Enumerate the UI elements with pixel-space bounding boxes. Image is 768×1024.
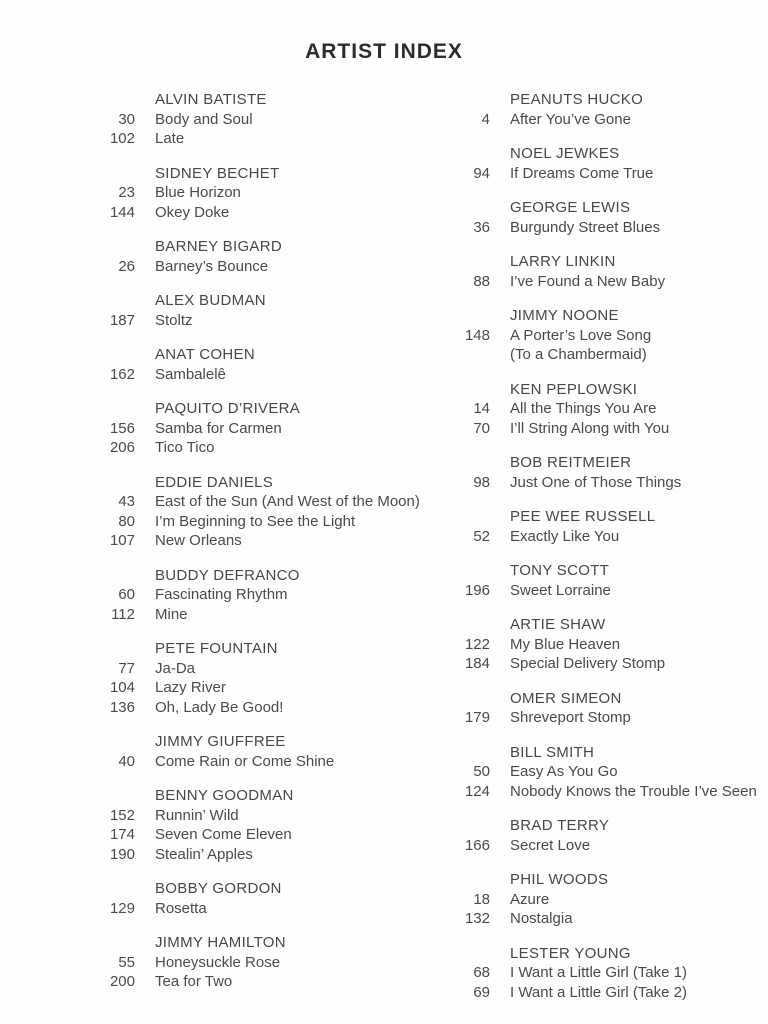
artist-name: BILL SMITH (510, 743, 595, 761)
song-entry (80, 899, 425, 919)
song-title: Secret Love (510, 836, 591, 854)
song-entry (80, 953, 425, 973)
song-title: Fascinating Rhythm (155, 586, 288, 603)
song-entry (80, 512, 425, 532)
song-title: Honeysuckle Rose (155, 953, 281, 971)
song-page-number: 102 (109, 130, 135, 147)
artist-group (435, 870, 765, 929)
song-title: Just One of Those Things (510, 473, 682, 491)
song-title: Stoltz (155, 311, 193, 329)
song-page-number: 179 (464, 709, 490, 726)
song-entry (80, 698, 425, 718)
artist-header-row (80, 345, 425, 365)
artist-name: EDDIE DANIELS (155, 473, 274, 491)
song-title: I’m Beginning to See the Light (155, 512, 356, 530)
song-entry (80, 659, 425, 679)
song-page-number: 40 (118, 752, 135, 770)
artist-group (80, 473, 425, 551)
artist-header-row (80, 237, 425, 257)
artist-name: PETE FOUNTAIN (155, 640, 278, 657)
song-entry (435, 762, 765, 782)
artist-group (435, 615, 765, 674)
song-page-number: 132 (464, 910, 490, 927)
artist-name: SIDNEY BECHET (155, 164, 280, 182)
song-page-number: 152 (109, 806, 135, 824)
song-page-number: 80 (118, 512, 135, 530)
song-entry (435, 890, 765, 910)
song-entry (80, 752, 425, 772)
song-page-number: 68 (473, 964, 490, 981)
song-title: Late (155, 130, 185, 147)
song-entry (435, 581, 765, 601)
artist-name: LARRY LINKIN (510, 253, 616, 270)
artist-header-spacer (435, 944, 490, 964)
song-title: New Orleans (155, 532, 242, 549)
artist-header-spacer (80, 164, 135, 184)
song-entry (435, 527, 765, 547)
song-page-number: 200 (109, 973, 135, 990)
artist-group (435, 380, 765, 439)
index-columns (0, 90, 768, 1017)
artist-header-row (435, 507, 765, 527)
artist-name: TONY SCOTT (510, 562, 610, 579)
artist-header-spacer (435, 144, 490, 164)
artist-group (80, 90, 425, 149)
artist-header-row (435, 90, 765, 110)
song-page-number: 43 (118, 493, 135, 510)
song-entry (80, 183, 425, 203)
artist-header-row (435, 144, 765, 164)
song-page-number: 88 (473, 272, 490, 290)
song-entry (435, 110, 765, 130)
artist-name: BOBBY GORDON (155, 880, 282, 897)
artist-group (80, 291, 425, 330)
song-title: Tico Tico (155, 439, 215, 456)
artist-header-spacer (435, 870, 490, 890)
artist-header-spacer (80, 345, 135, 365)
song-page-number: 50 (473, 763, 490, 780)
artist-group (435, 198, 765, 237)
song-title: My Blue Heaven (510, 635, 621, 653)
artist-header-row (80, 164, 425, 184)
artist-header-spacer (435, 198, 490, 218)
song-entry (435, 782, 765, 802)
artist-name: BOB REITMEIER (510, 454, 632, 471)
artist-group (80, 933, 425, 992)
artist-header-row (435, 252, 765, 272)
song-title: Come Rain or Come Shine (155, 752, 335, 770)
song-page-number: 156 (109, 419, 135, 437)
song-title: Runnin’ Wild (155, 806, 239, 824)
song-title: Mine (155, 605, 188, 623)
song-title: Rosetta (155, 899, 207, 917)
artist-header-spacer (80, 237, 135, 257)
song-entry (80, 257, 425, 277)
artist-name: ANAT COHEN (155, 346, 255, 363)
artist-header-spacer (435, 306, 490, 326)
artist-name: JIMMY HAMILTON (155, 934, 286, 951)
artist-header-spacer (80, 399, 135, 419)
song-page-number: 55 (118, 953, 135, 971)
song-entry (435, 836, 765, 856)
song-entry (80, 825, 425, 845)
artist-name: ALVIN BATISTE (155, 91, 267, 108)
artist-group (435, 90, 765, 129)
song-page-number (435, 345, 490, 365)
song-page-number: 60 (118, 586, 135, 603)
song-title: Lazy River (155, 679, 226, 696)
artist-name: ARTIE SHAW (510, 616, 606, 633)
song-page-number: 206 (109, 439, 135, 456)
song-entry (80, 492, 425, 512)
song-title: Shreveport Stomp (510, 709, 631, 726)
artist-group (435, 306, 765, 365)
artist-name: BARNEY BIGARD (155, 238, 282, 255)
song-page-number: 162 (109, 365, 135, 383)
song-entry (435, 218, 765, 238)
song-title: Seven Come Eleven (155, 826, 292, 843)
artist-header-row (80, 639, 425, 659)
song-page-number: 107 (109, 532, 135, 549)
artist-header-spacer (435, 816, 490, 836)
song-page-number: 196 (464, 581, 490, 599)
artist-name: NOEL JEWKES (510, 145, 620, 162)
song-entry (435, 399, 765, 419)
song-page-number: 18 (473, 890, 490, 908)
song-page-number: 174 (109, 826, 135, 843)
song-entry (435, 708, 765, 728)
song-entry (80, 806, 425, 826)
artist-header-spacer (435, 507, 490, 527)
song-title: Tea for Two (155, 973, 233, 990)
song-entry (435, 345, 765, 365)
artist-name: KEN PEPLOWSKI (510, 380, 638, 398)
song-title: Oh, Lady Be Good! (155, 698, 284, 716)
artist-header-spacer (435, 743, 490, 763)
artist-header-spacer (435, 689, 490, 709)
artist-group (435, 743, 765, 802)
song-page-number: 23 (118, 184, 135, 201)
song-page-number: 129 (109, 899, 135, 917)
song-title: I’ve Found a New Baby (510, 272, 666, 290)
song-page-number: 112 (111, 605, 135, 623)
song-page-number: 190 (109, 845, 135, 863)
song-title: Nobody Knows the Trouble I’ve Seen (510, 782, 757, 800)
artist-group (435, 252, 765, 291)
song-title: Easy As You Go (510, 763, 618, 780)
artist-header-row (435, 198, 765, 218)
song-entry (80, 678, 425, 698)
song-entry (80, 129, 425, 149)
artist-group (435, 144, 765, 183)
song-page-number: 14 (473, 400, 490, 417)
song-title: Nostalgia (510, 910, 573, 927)
artist-header-row (435, 944, 765, 964)
song-entry (80, 845, 425, 865)
artist-header-row (435, 816, 765, 836)
song-entry (80, 605, 425, 625)
song-title: Samba for Carmen (155, 419, 282, 437)
artist-header-row (80, 399, 425, 419)
artist-header-spacer (435, 90, 490, 110)
song-title: All the Things You Are (510, 400, 657, 417)
artist-header-row (80, 933, 425, 953)
song-entry (80, 531, 425, 551)
artist-group (435, 689, 765, 728)
artist-group (435, 816, 765, 855)
artist-header-row (80, 786, 425, 806)
song-page-number: 4 (481, 110, 490, 128)
song-title: A Porter’s Love Song (510, 326, 652, 344)
song-entry (435, 983, 765, 1003)
song-page-number: 77 (118, 659, 135, 677)
artist-group (80, 399, 425, 458)
song-page-number: 187 (109, 311, 135, 329)
artist-name: PEANUTS HUCKO (510, 91, 644, 108)
song-entry (435, 635, 765, 655)
artist-header-spacer (80, 879, 135, 899)
artist-group (80, 786, 425, 864)
song-entry (435, 963, 765, 983)
artist-name: PAQUITO D’RIVERA (155, 400, 301, 417)
song-entry (435, 164, 765, 184)
song-entry (80, 972, 425, 992)
index-column-right (435, 90, 765, 1017)
artist-group (435, 944, 765, 1003)
artist-header-spacer (80, 90, 135, 110)
artist-group (80, 345, 425, 384)
artist-header-spacer (435, 615, 490, 635)
artist-header-row (80, 879, 425, 899)
artist-header-spacer (80, 732, 135, 752)
song-title: Blue Horizon (155, 184, 241, 201)
song-entry (80, 110, 425, 130)
song-page-number: 26 (118, 257, 135, 275)
artist-group (80, 164, 425, 223)
artist-name: JIMMY NOONE (510, 307, 619, 324)
artist-group (80, 566, 425, 625)
song-entry (80, 585, 425, 605)
song-page-number: 94 (473, 164, 490, 182)
artist-header-row (435, 870, 765, 890)
song-title: Body and Soul (155, 110, 253, 128)
song-title: Okey Doke (155, 203, 230, 221)
index-column-left (80, 90, 425, 1017)
song-title: I Want a Little Girl (Take 1) (510, 964, 687, 981)
artist-header-spacer (80, 291, 135, 311)
artist-group (435, 507, 765, 546)
page-title: ARTIST INDEX (305, 40, 463, 63)
song-page-number: 30 (118, 110, 135, 128)
artist-name: PEE WEE RUSSELL (510, 508, 656, 525)
artist-group (80, 237, 425, 276)
song-page-number: 144 (109, 203, 135, 221)
song-page-number: 122 (464, 635, 490, 653)
song-entry (80, 438, 425, 458)
song-page-number: 104 (109, 679, 135, 696)
artist-name: ALEX BUDMAN (155, 292, 266, 309)
artist-header-spacer (435, 453, 490, 473)
artist-name: BRAD TERRY (510, 817, 610, 834)
song-title: I’ll String Along with You (510, 419, 670, 437)
song-page-number: 70 (473, 419, 490, 437)
artist-name: GEORGE LEWIS (510, 199, 631, 216)
song-page-number: 69 (473, 983, 490, 1001)
song-page-number: 36 (473, 218, 490, 236)
song-entry (435, 909, 765, 929)
song-page-number: 148 (464, 326, 490, 344)
song-entry (435, 473, 765, 493)
artist-name: LESTER YOUNG (510, 944, 631, 962)
song-title: East of the Sun (And West of the Moon) (155, 493, 420, 510)
song-title: I Want a Little Girl (Take 2) (510, 983, 687, 1001)
artist-name: PHIL WOODS (510, 871, 609, 888)
song-title: After You’ve Gone (510, 110, 631, 128)
artist-group (80, 879, 425, 918)
song-title: Ja-Da (155, 659, 196, 677)
artist-header-spacer (80, 933, 135, 953)
artist-header-row (80, 90, 425, 110)
song-title: Sweet Lorraine (510, 581, 611, 599)
artist-header-spacer (435, 561, 490, 581)
song-page-number: 136 (109, 698, 135, 716)
song-entry (80, 419, 425, 439)
song-title: If Dreams Come True (510, 164, 654, 182)
song-entry (435, 272, 765, 292)
song-title: Burgundy Street Blues (510, 218, 661, 236)
artist-header-row (435, 306, 765, 326)
song-entry (435, 654, 765, 674)
artist-name: BUDDY DEFRANCO (155, 566, 300, 584)
artist-header-spacer (80, 566, 135, 586)
artist-name: JIMMY GIUFFREE (155, 733, 286, 750)
artist-header-row (80, 291, 425, 311)
artist-header-row (435, 743, 765, 763)
artist-group (435, 453, 765, 492)
song-entry (80, 311, 425, 331)
song-page-number: 166 (464, 836, 490, 854)
artist-header-spacer (80, 786, 135, 806)
song-title: Barney’s Bounce (155, 257, 269, 275)
artist-group (80, 639, 425, 717)
song-page-number: 184 (464, 655, 490, 672)
song-entry (80, 365, 425, 385)
song-title: Exactly Like You (510, 527, 620, 545)
artist-header-row (435, 380, 765, 400)
song-page-number: 98 (473, 473, 490, 491)
artist-header-row (435, 453, 765, 473)
artist-header-spacer (80, 473, 135, 493)
artist-header-spacer (435, 380, 490, 400)
artist-header-row (435, 561, 765, 581)
artist-header-row (80, 566, 425, 586)
song-entry (435, 326, 765, 346)
artist-name: BENNY GOODMAN (155, 787, 294, 804)
song-title: Azure (510, 890, 550, 908)
artist-header-row (80, 473, 425, 493)
artist-name: OMER SIMEON (510, 689, 622, 707)
artist-header-spacer (435, 252, 490, 272)
song-title: Special Delivery Stomp (510, 655, 666, 672)
artist-group (80, 732, 425, 771)
song-title: Sambalelê (155, 365, 226, 383)
artist-header-row (80, 732, 425, 752)
artist-group (435, 561, 765, 600)
artist-header-spacer (80, 639, 135, 659)
song-entry (435, 419, 765, 439)
song-entry (80, 203, 425, 223)
artist-header-row (435, 689, 765, 709)
artist-header-row (435, 615, 765, 635)
song-page-number: 124 (464, 782, 490, 800)
song-title: Stealin’ Apples (155, 845, 253, 863)
song-page-number: 52 (473, 527, 490, 545)
song-title: (To a Chambermaid) (510, 346, 647, 363)
